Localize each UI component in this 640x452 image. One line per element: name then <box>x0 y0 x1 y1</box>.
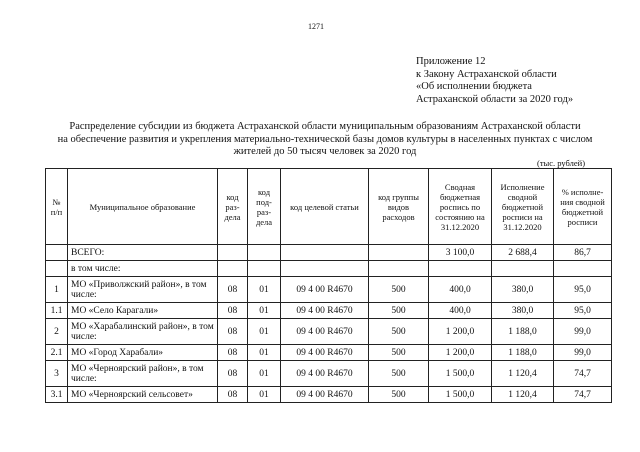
title-line: жителей до 50 тысяч человек за 2020 год <box>233 146 417 157</box>
appendix-line: «Об исполнении бюджета <box>416 81 532 92</box>
appendix-line: Приложение 12 <box>416 56 486 67</box>
table-cell-podrazdel: 01 <box>248 303 281 319</box>
table-row <box>46 361 612 387</box>
table-cell-podrazdel: 01 <box>248 319 281 345</box>
table-cell-vr <box>369 245 429 261</box>
table-row <box>46 261 612 277</box>
table-row <box>46 319 612 345</box>
table-cell-podrazdel <box>248 245 281 261</box>
table-cell-plan: 1 200,0 <box>429 345 492 361</box>
table-cell-fact <box>492 261 554 277</box>
header-cell: код раз-дела <box>218 169 248 245</box>
unit-label: (тыс. рублей) <box>537 158 586 168</box>
table-cell-pct: 95,0 <box>554 277 612 303</box>
table-cell-vr <box>369 261 429 277</box>
title-line: Распределение субсидии из бюджета Астраханской области муниципальным образованиям Астраханской области <box>69 121 581 132</box>
table-cell-name: МО «Черноярский район», в том числе: <box>68 361 218 387</box>
table-cell-razdel: 08 <box>218 277 248 303</box>
table-cell-num <box>46 245 68 261</box>
table-header-row <box>46 169 612 245</box>
table-cell-num: 2.1 <box>46 345 68 361</box>
table-cell-razdel <box>218 261 248 277</box>
table-cell-pct: 95,0 <box>554 303 612 319</box>
table-cell-vr: 500 <box>369 345 429 361</box>
table-cell-fact: 380,0 <box>492 277 554 303</box>
table-cell-razdel: 08 <box>218 387 248 403</box>
header-cell: код под-раз-дела <box>248 169 281 245</box>
header-cell: № п/п <box>46 169 68 245</box>
table-cell-fact: 1 120,4 <box>492 387 554 403</box>
table-cell-vr: 500 <box>369 277 429 303</box>
page-number: 1271 <box>308 22 324 31</box>
header-cell: Исполнение сводной бюджетной росписи на 31.12.2020 <box>492 169 554 245</box>
table-cell-fact: 380,0 <box>492 303 554 319</box>
appendix-line: Астраханской области за 2020 год» <box>416 93 574 105</box>
header-cell: код группы видов расходов <box>369 169 429 245</box>
table-cell-num: 3.1 <box>46 387 68 403</box>
table-cell-podrazdel <box>248 261 281 277</box>
table-cell-plan: 1 200,0 <box>429 319 492 345</box>
table-row <box>46 345 612 361</box>
table-cell-razdel: 08 <box>218 361 248 387</box>
table-cell-fact: 1 188,0 <box>492 345 554 361</box>
table-cell-cs: 09 4 00 R4670 <box>281 387 369 403</box>
title-line: на обеспечение развития и укрепления материально-технической базы домов культуры в населенных пунктах с числом <box>57 133 593 145</box>
table-cell-plan: 3 100,0 <box>429 245 492 261</box>
table-cell-name: МО «Харабалинский район», в том числе: <box>68 319 218 345</box>
subsidy-table <box>45 168 612 403</box>
table-cell-pct: 99,0 <box>554 319 612 345</box>
table-cell-name: МО «Город Харабали» <box>68 345 218 361</box>
table-cell-cs: 09 4 00 R4670 <box>281 345 369 361</box>
table-cell-num: 1.1 <box>46 303 68 319</box>
table-cell-pct: 74,7 <box>554 387 612 403</box>
table-cell-cs <box>281 245 369 261</box>
table-cell-plan <box>429 261 492 277</box>
table-cell-num: 3 <box>46 361 68 387</box>
table-cell-pct: 74,7 <box>554 361 612 387</box>
header-cell: Муниципальное образование <box>68 169 218 245</box>
table-cell-cs: 09 4 00 R4670 <box>281 319 369 345</box>
table-row <box>46 277 612 303</box>
table-cell-vr: 500 <box>369 387 429 403</box>
table-cell-podrazdel: 01 <box>248 387 281 403</box>
table-cell-cs <box>281 261 369 277</box>
table-cell-fact: 1 188,0 <box>492 319 554 345</box>
table-cell-razdel: 08 <box>218 303 248 319</box>
table-cell-num: 2 <box>46 319 68 345</box>
table-cell-pct: 99,0 <box>554 345 612 361</box>
appendix-block <box>416 56 573 106</box>
table-cell-cs: 09 4 00 R4670 <box>281 277 369 303</box>
table-cell-name: в том числе: <box>68 261 218 277</box>
table-cell-vr: 500 <box>369 319 429 345</box>
table-cell-plan: 1 500,0 <box>429 361 492 387</box>
table-cell-fact: 2 688,4 <box>492 245 554 261</box>
table-cell-num <box>46 261 68 277</box>
table-cell-num: 1 <box>46 277 68 303</box>
table-cell-razdel <box>218 245 248 261</box>
table-cell-plan: 1 500,0 <box>429 387 492 403</box>
table-cell-razdel: 08 <box>218 319 248 345</box>
table-cell-cs: 09 4 00 R4670 <box>281 361 369 387</box>
header-cell: % исполне-ния сводной бюджетной росписи <box>554 169 612 245</box>
table-cell-cs: 09 4 00 R4670 <box>281 303 369 319</box>
table-cell-name: МО «Черноярский сельсовет» <box>68 387 218 403</box>
table-cell-name: МО «Село Карагали» <box>68 303 218 319</box>
table-cell-podrazdel: 01 <box>248 361 281 387</box>
table-row <box>46 245 612 261</box>
table-cell-vr: 500 <box>369 361 429 387</box>
table-cell-name: ВСЕГО: <box>68 245 218 261</box>
table-cell-pct: 86,7 <box>554 245 612 261</box>
table-cell-name: МО «Приволжский район», в том числе: <box>68 277 218 303</box>
table-cell-plan: 400,0 <box>429 303 492 319</box>
table-row <box>46 303 612 319</box>
table-cell-fact: 1 120,4 <box>492 361 554 387</box>
appendix-line: к Закону Астраханской области <box>416 68 557 80</box>
table-cell-pct <box>554 261 612 277</box>
table-cell-podrazdel: 01 <box>248 345 281 361</box>
header-cell: Сводная бюджетная роспись по состоянию на 31.12.2020 <box>429 169 492 245</box>
table-cell-razdel: 08 <box>218 345 248 361</box>
document-title <box>40 121 610 159</box>
table-row <box>46 387 612 403</box>
table-cell-plan: 400,0 <box>429 277 492 303</box>
table-cell-vr: 500 <box>369 303 429 319</box>
table-cell-podrazdel: 01 <box>248 277 281 303</box>
header-cell: код целевой статьи <box>281 169 369 245</box>
